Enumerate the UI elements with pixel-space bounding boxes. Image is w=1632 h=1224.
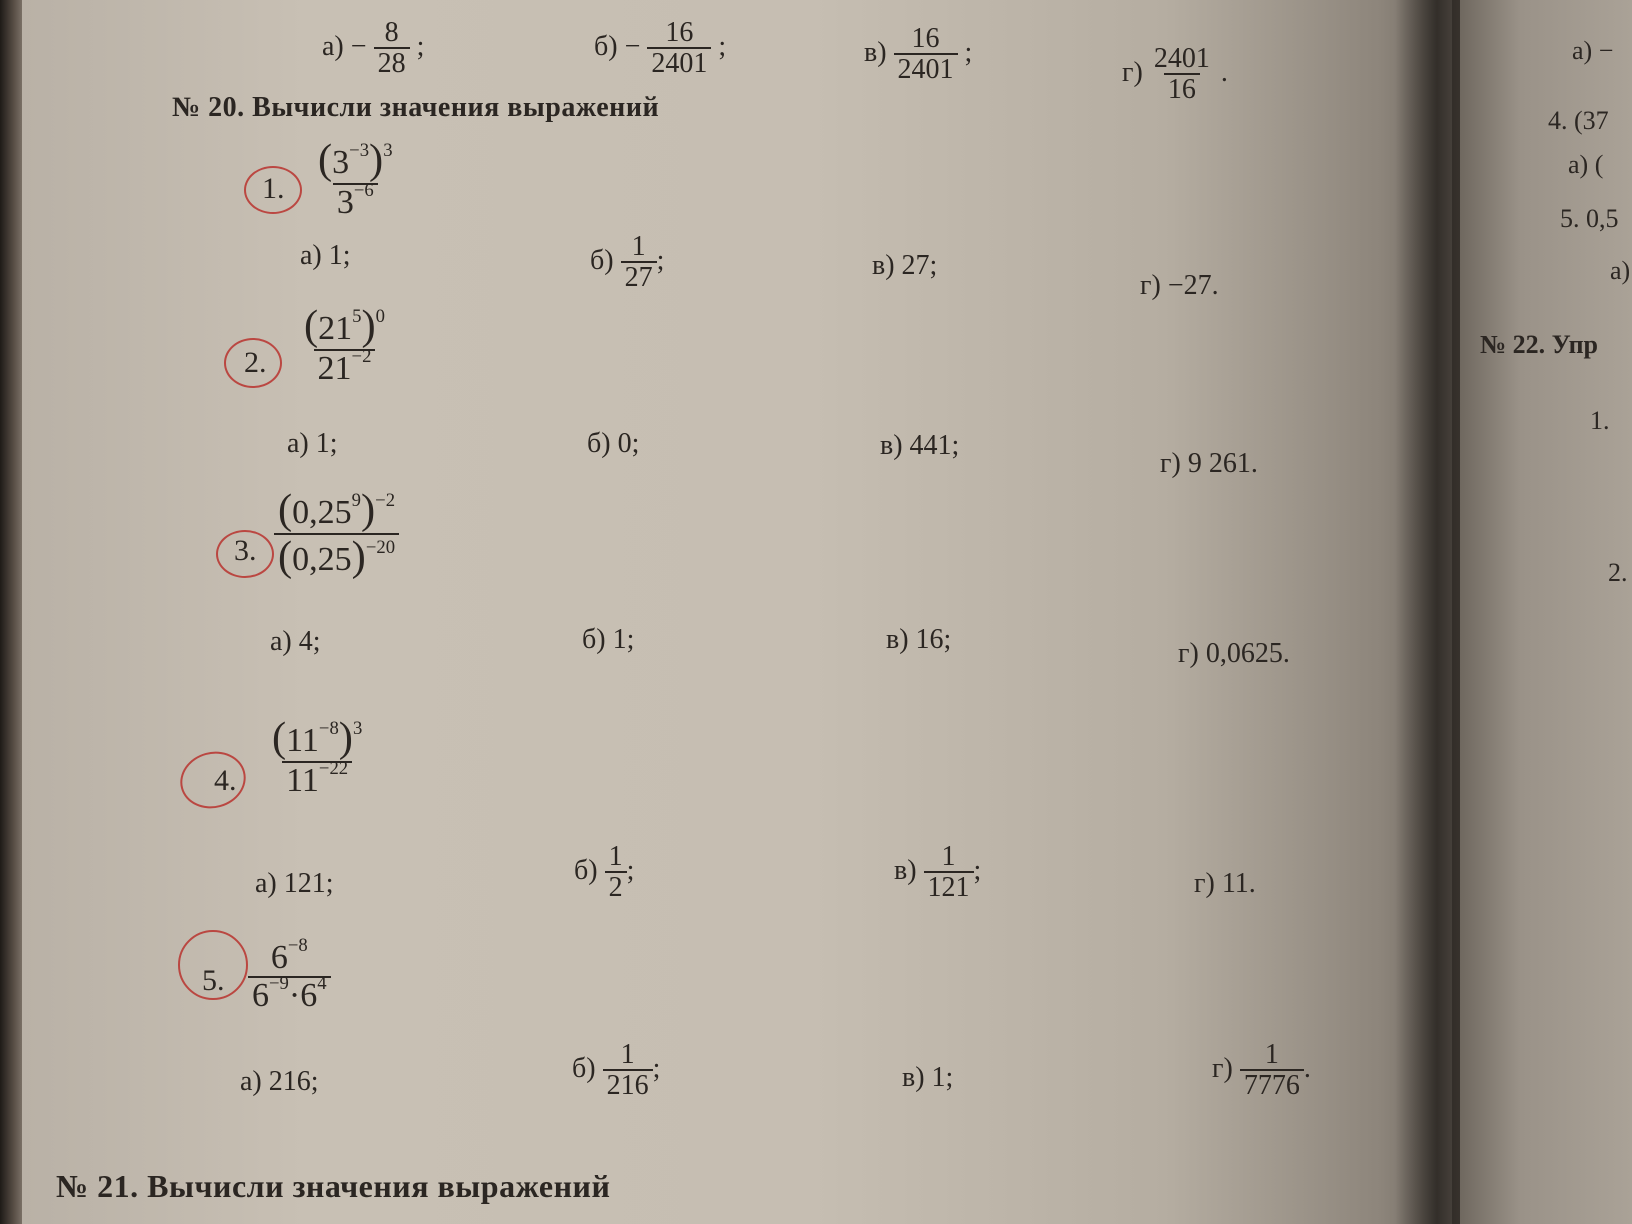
- problem-2-option-g: г) 9 261.: [1160, 448, 1258, 479]
- problem-1-option-v: в) 27;: [872, 250, 938, 281]
- problem-5-option-b: б) $\frac{1}{216}$ ;: [572, 1039, 661, 1102]
- top-option-v: в) $\frac{16}{2401}$ ;: [864, 23, 973, 86]
- problem-1-expression: $\frac{(3^{-3})^3}{3^{-6}}$: [318, 136, 393, 221]
- problem-5-option-v: в) 1;: [902, 1062, 954, 1093]
- problem-4-option-v: в) $\frac{1}{121}$ ;: [894, 841, 982, 904]
- right-page: [1460, 0, 1632, 1224]
- problem-2-option-b: б) 0;: [587, 428, 640, 459]
- problem-3-option-b: б) 1;: [582, 624, 635, 655]
- section-21-heading: № 21. Вычисли значения выражений: [56, 1168, 611, 1204]
- right-page-line-4: 5. 0,5: [1560, 204, 1619, 233]
- problem-1-option-a: а) 1;: [300, 240, 351, 271]
- top-option-g: г) $\frac{2401}{16}$ .: [1122, 43, 1228, 106]
- problem-3-expression: $\frac{(0,25^9)^{-2}}{(0,25)^{-20}}$: [274, 488, 399, 579]
- problem-3-option-g: г) 0,0625.: [1178, 638, 1290, 669]
- right-page-line-8: 2.: [1608, 558, 1628, 587]
- problem-4-option-b: б) $\frac{1}{2}$ ;: [574, 841, 635, 904]
- right-page-line-3: а) (: [1568, 150, 1604, 179]
- problem-3-option-a: а) 4;: [270, 626, 321, 657]
- problem-4-option-a: а) 121;: [255, 868, 334, 899]
- right-page-line-7: 1.: [1590, 406, 1610, 435]
- problem-2-option-v: в) 441;: [880, 430, 960, 461]
- problem-4-label: 4.: [214, 764, 237, 797]
- problem-3-label: 3.: [234, 534, 257, 567]
- problem-1-option-b: б) $\frac{1}{27}$ ;: [590, 231, 665, 294]
- top-option-b: б) − $\frac{16}{2401}$ ;: [594, 17, 727, 80]
- problem-2-expression: $\frac{(21^5)^0}{21^{-2}}$: [304, 302, 385, 387]
- problem-5-option-g: г) $\frac{1}{7776}$ .: [1212, 1039, 1311, 1102]
- problem-4-option-g: г) 11.: [1194, 868, 1256, 899]
- right-page-line-1: а) −: [1572, 36, 1614, 65]
- problem-4-expression: $\frac{(11^{-8})^3}{11^{-22}}$: [272, 714, 363, 799]
- right-page-line-2: 4. (37: [1548, 106, 1609, 135]
- problem-2-label: 2.: [244, 346, 267, 379]
- problem-3-option-v: в) 16;: [886, 624, 952, 655]
- section-20-heading: № 20. Вычисли значения выражений: [172, 92, 660, 123]
- top-option-a: а) − $\frac{8}{28}$ ;: [322, 17, 425, 80]
- problem-5-expression: $\frac{6^{-8}}{6^{-9}\cdot 6^4}$: [248, 940, 331, 1013]
- problem-1-label: 1.: [262, 172, 285, 205]
- left-page: [22, 0, 1452, 1224]
- pen-circle-4: [174, 744, 252, 815]
- problem-1-option-g: г) −27.: [1140, 270, 1219, 301]
- problem-2-option-a: а) 1;: [287, 428, 338, 459]
- problem-5-label: 5.: [202, 964, 225, 997]
- page-gutter-shadow: [1395, 0, 1465, 1224]
- right-page-line-6: № 22. Упр: [1480, 330, 1599, 359]
- problem-5-option-a: а) 216;: [240, 1066, 319, 1097]
- right-page-line-5: а): [1610, 256, 1631, 285]
